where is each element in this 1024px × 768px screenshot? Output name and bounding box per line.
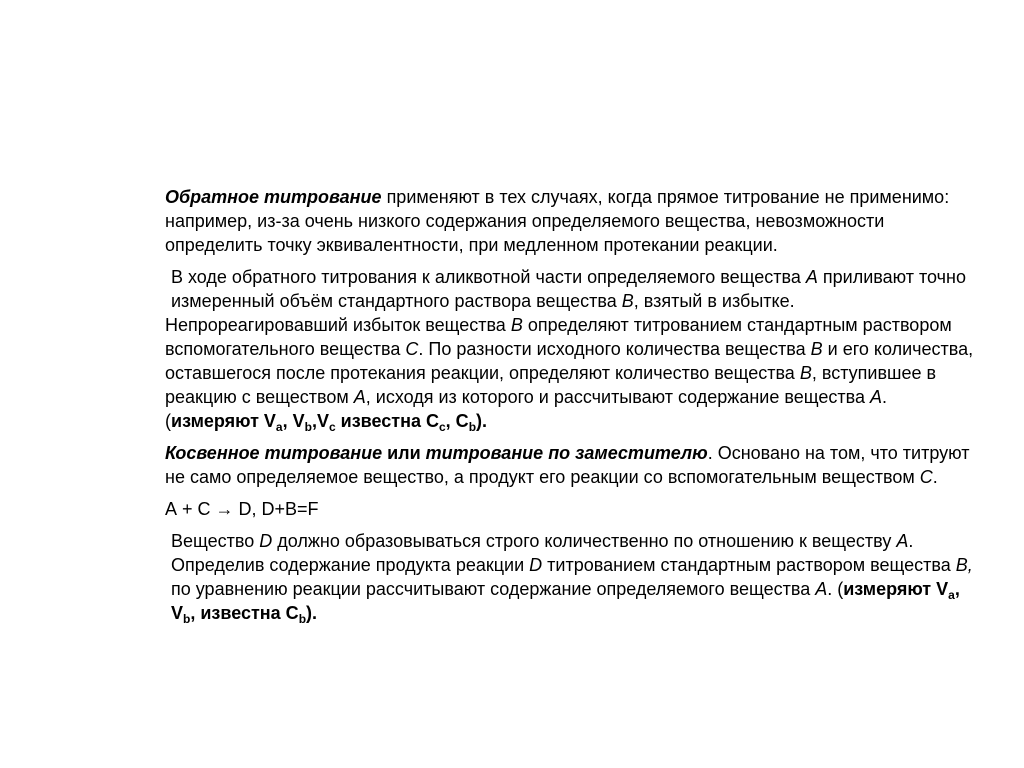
- term-substitution-titration: титрование по заместителю: [425, 443, 708, 463]
- text-run: должно образовываться строго количественно по отношению к веществу: [272, 531, 897, 551]
- text-run: , взятый в избытке.: [633, 291, 795, 311]
- var-c: С: [405, 339, 419, 359]
- text-run: Вещество: [171, 531, 260, 551]
- measurement-note: измеряют $V_a$, $V_b,V_c$ известна $C_c$, $C_b$).: [171, 411, 488, 434]
- text-run: . По разности исходного количества вещества: [418, 339, 811, 359]
- text-run: титрованием стандартным раствором вещества: [542, 555, 956, 575]
- var-c: С: [919, 467, 933, 487]
- text-run: , исходя из которого и рассчитывают содержание вещества: [365, 387, 870, 407]
- term-indirect-titration: Косвенное титрование: [165, 443, 383, 463]
- paragraph-back-titration: [99, 185, 979, 257]
- paragraph-excess-titration: [99, 313, 979, 433]
- paragraph-back-titration-procedure: [99, 265, 979, 313]
- paragraph-product-substance: [99, 529, 979, 625]
- measurement-note: измеряют $V_a$, $V_b$, известна $C_b$).: [171, 579, 960, 626]
- var-d: D: [259, 531, 273, 551]
- arrow-right-icon: →: [215, 499, 234, 519]
- var-b: В,: [955, 555, 973, 575]
- var-b: В: [810, 339, 823, 359]
- term-back-titration: Обратное титрование: [165, 187, 382, 207]
- paragraph-indirect-titration: [99, 441, 979, 489]
- var-a: А: [869, 387, 882, 407]
- var-a: А: [353, 387, 366, 407]
- text-run: Непрореагировавший избыток вещества: [165, 315, 511, 335]
- var-b: В: [621, 291, 634, 311]
- text-run: .: [932, 467, 938, 487]
- text-run: и его количества, оставшегося после протекания реакции, определяют количество вещества: [165, 339, 974, 383]
- reaction-equation: А + С → D, D+B=F: [165, 499, 319, 519]
- text-run: , вступившее в реакцию с веществом: [165, 363, 937, 407]
- text-run: определяют титрованием стандартным раствором вспомогательного вещества: [165, 315, 952, 359]
- text-run: . Основано на том, что титруют не само определяемое вещество, а продукт его реакции со вспомогательным веществом: [165, 443, 970, 487]
- var-b: В: [799, 363, 812, 383]
- var-a: А: [815, 579, 828, 599]
- text-run: . (: [165, 387, 888, 431]
- text-run: . Определив содержание продукта реакции: [171, 531, 914, 575]
- text-run: приливают точно измеренный объём стандартного раствора вещества: [171, 267, 966, 311]
- var-d: D: [529, 555, 543, 575]
- text-run: В ходе обратного титрования к аликвотной части определяемого вещества: [171, 267, 806, 287]
- text-run: . (: [827, 579, 844, 599]
- text-run: применяют в тех случаях, когда прямое титрование не применимо: например, из-за очень низкого содержания определяемого вещества, невозможности определить точку эквивалентности, при медленном протекании реакции.: [165, 187, 950, 255]
- var-a: А: [805, 267, 818, 287]
- text-or: или: [382, 443, 426, 463]
- var-a: А: [896, 531, 909, 551]
- slide-text-body: [99, 185, 979, 625]
- text-run: по уравнению реакции рассчитывают содержание определяемого вещества: [171, 579, 816, 599]
- var-b: В: [510, 315, 523, 335]
